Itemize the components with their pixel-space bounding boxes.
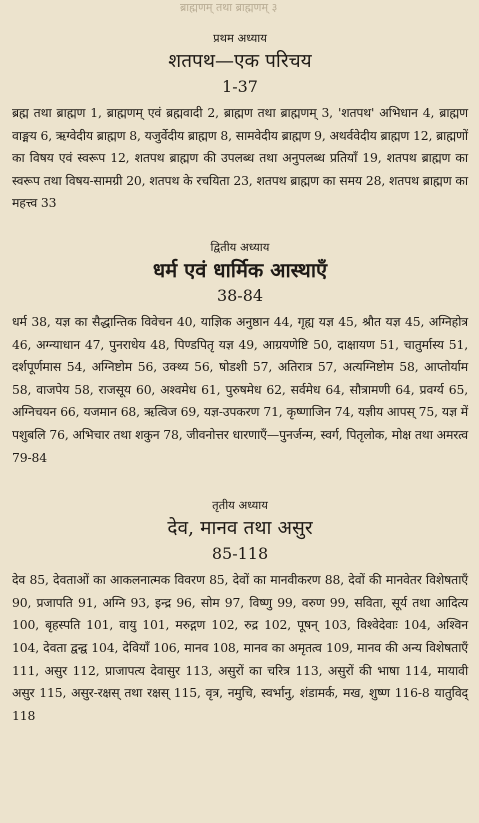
chapter-label: द्वितीय अध्याय xyxy=(210,239,270,254)
chapter-3 xyxy=(12,497,468,727)
chapter-topics: देव 85, देवताओं का आकलनात्मक विवरण 85, देवों का मानवीकरण 88, देवों की मानवेतर विशेषताएँ 90, प्रजापति 91, अग्नि 93, इन्द्र 96, सोम 97, विष्णु 99, वरुण 99, सविता, सूर्य तथा आदित्य 100, बृहस्पति 101, वायु 101, मरुद्गण 102, रुद्र 102, पूषन् 103, विश्वेदेवाः 104, अश्विन 104, देवता द्वन्द्व 104, देवियाँ 106, मानव 108, मानव का अमृतत्व 109, मानव की अन्य विशेषताएँ 111, असुर 112, प्राजापत्य देवासुर 113, असुरों का चरित्र 113, असुरों की भाषा 114, मायावी असुर 115, असुर-रक्षस् तथा रक्षस् 115, वृत्र, नमुचि, स्वर्भानु, शंडामर्क, मख, शुष्ण 116-8 यातुविद् 118 xyxy=(12,572,468,723)
chapter-title: धर्म एवं धार्मिक आस्थाएँ xyxy=(152,257,328,282)
show-through-text: ब्राह्मणम् तथा ब्राह्मणम् ३ xyxy=(180,1,278,14)
chapter-page-range: 38-84 xyxy=(216,285,264,305)
chapter-label: प्रथम अध्याय xyxy=(213,31,267,45)
chapter-topics: धर्म 38, यज्ञ का सैद्धान्तिक विवेचन 40, याज्ञिक अनुष्ठान 44, गृह्य यज्ञ 45, श्रौत यज्ञ 45, अग्निहोत्र 46, अग्न्याधान 47, पुनराधेय 48, पिण्डपितृ यज्ञ 49, आग्रयणेष्टि 50, दाक्षायण 51, चातुर्मास्य 51, दर्शपूर्णमास 54, अग्निष्टोम 56, उक्थ्य 56, षोडशी 57, अतिरात्र 57, अत्यग्निष्टोम 58, आप्तोर्याम 58, वाजपेय 58, राजसूय 60, अश्वमेध 61, पुरुषमेध 62, सर्वमेध 64, सौत्रामणी 64, प्रवर्ग्य 65, अग्निचयन 66, यजमान 68, ऋत्विज 69, यज्ञ-उपकरण 71, कृष्णाजिन 74, यज्ञीय आपस् 75, यज्ञ में पशुबलि 76, अभिचार तथा शकुन 78, जीवनोत्तर धारणाएँ—पुनर्जन्म, स्वर्ग, पितृलोक, मोक्ष तथा अमरत्व 79-84 xyxy=(12,313,468,465)
chapter-topics: ब्रह्म तथा ब्राह्मण 1, ब्राह्मणम् एवं ब्रह्मवादी 2, ब्राह्मण तथा ब्राह्मणम् 3, 'शतपथ' अभिधान 4, ब्राह्मण वाङ्मय 6, ऋग्वेदीय ब्राह्मण 8, यजुर्वेदीय ब्राह्मण 8, सामवेदीय ब्राह्मण 9, अथर्ववेदीय ब्राह्मण 12, ब्राह्मणों का विषय एवं स्वरूप 12, शतपथ ब्राह्मण की उपलब्ध तथा अनुपलब्ध प्रतियाँ 19, शतपथ ब्राह्मण का स्वरूप तथा विषय-सामग्री 20, शतपथ के रचयिता 23, शतपथ ब्राह्मण का समय 28, शतपथ ब्राह्मण का महत्त्व 33 xyxy=(12,105,468,211)
chapter-page-range: 1-37 xyxy=(222,77,258,96)
chapter-label: तृतीय अध्याय xyxy=(212,498,268,513)
chapter-1 xyxy=(12,30,468,215)
section-spacer xyxy=(12,469,468,497)
contents-page xyxy=(12,30,468,727)
chapter-page-range: 85-118 xyxy=(211,544,269,564)
section-spacer xyxy=(12,215,468,239)
chapter-title: शतपथ—एक परिचय xyxy=(168,50,312,72)
chapter-2 xyxy=(12,239,468,469)
chapter-title: देव, मानव तथा असुर xyxy=(167,517,313,540)
